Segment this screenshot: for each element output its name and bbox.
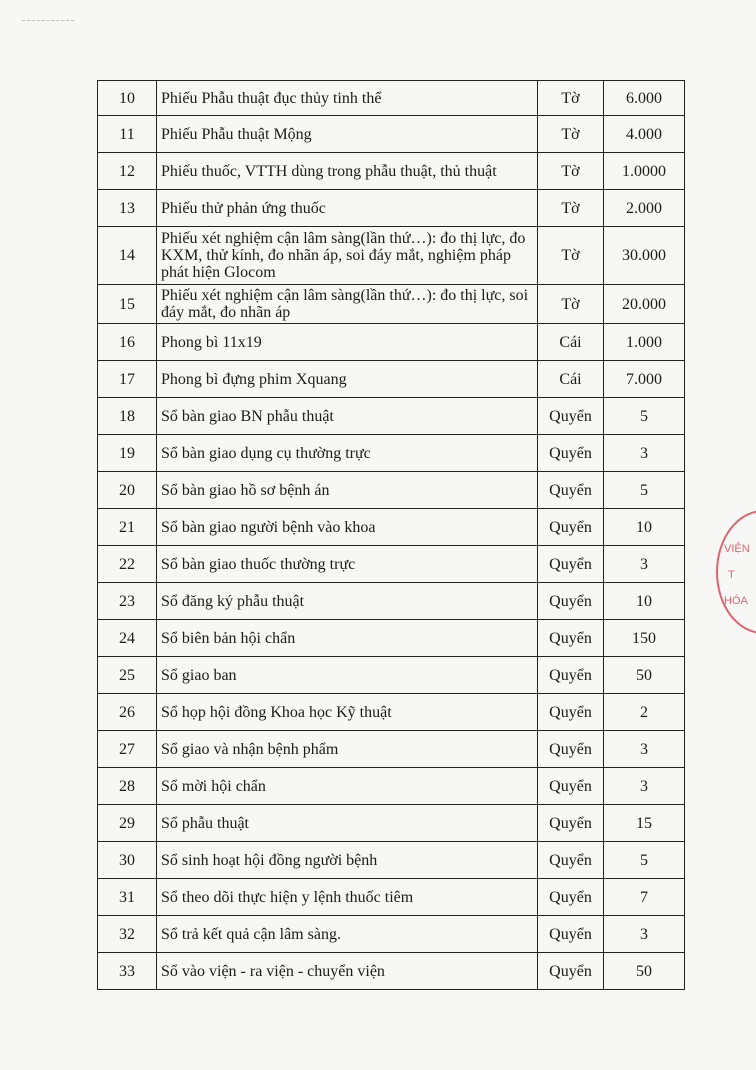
table-row xyxy=(98,731,685,768)
row-number: 18 xyxy=(98,398,157,435)
item-quantity: 7 xyxy=(604,879,685,916)
item-quantity: 3 xyxy=(604,916,685,953)
row-number: 13 xyxy=(98,190,157,227)
item-unit: Quyển xyxy=(538,472,604,509)
item-unit: Cái xyxy=(538,361,604,398)
item-unit: Quyển xyxy=(538,768,604,805)
item-quantity: 30.000 xyxy=(604,227,685,285)
item-quantity: 2 xyxy=(604,694,685,731)
item-quantity: 10 xyxy=(604,583,685,620)
item-quantity: 3 xyxy=(604,768,685,805)
item-name: Sổ vào viện - ra viện - chuyển viện xyxy=(157,953,538,990)
row-number: 28 xyxy=(98,768,157,805)
item-name: Sổ bàn giao thuốc thường trực xyxy=(157,546,538,583)
row-number: 27 xyxy=(98,731,157,768)
item-unit: Quyển xyxy=(538,583,604,620)
seal-line-2: T xyxy=(728,569,735,581)
row-number: 14 xyxy=(98,227,157,285)
item-name: Phong bì đựng phim Xquang xyxy=(157,361,538,398)
row-number: 16 xyxy=(98,324,157,361)
scan-mark xyxy=(22,20,74,29)
item-quantity: 4.000 xyxy=(604,116,685,153)
item-quantity: 150 xyxy=(604,620,685,657)
item-quantity: 50 xyxy=(604,657,685,694)
row-number: 30 xyxy=(98,842,157,879)
table-row xyxy=(98,361,685,398)
row-number: 25 xyxy=(98,657,157,694)
item-quantity: 15 xyxy=(604,805,685,842)
item-quantity: 1.0000 xyxy=(604,153,685,190)
table-row xyxy=(98,546,685,583)
item-name: Phiếu xét nghiệm cận lâm sàng(lần thứ…): đo thị lực, soi đáy mắt, đo nhãn áp xyxy=(157,285,538,324)
row-number: 26 xyxy=(98,694,157,731)
item-name: Phong bì 11x19 xyxy=(157,324,538,361)
seal-line-3: HÓA xyxy=(724,595,748,607)
table-row xyxy=(98,190,685,227)
item-unit: Quyển xyxy=(538,916,604,953)
item-quantity: 5 xyxy=(604,842,685,879)
table-row xyxy=(98,916,685,953)
item-unit: Tờ xyxy=(538,285,604,324)
item-name: Sổ giao và nhận bệnh phẩm xyxy=(157,731,538,768)
row-number: 22 xyxy=(98,546,157,583)
row-number: 33 xyxy=(98,953,157,990)
row-number: 12 xyxy=(98,153,157,190)
item-unit: Quyển xyxy=(538,657,604,694)
item-quantity: 2.000 xyxy=(604,190,685,227)
item-unit: Quyển xyxy=(538,805,604,842)
table-row xyxy=(98,285,685,324)
item-unit: Quyển xyxy=(538,694,604,731)
table-row xyxy=(98,435,685,472)
item-name: Phiếu thử phản ứng thuốc xyxy=(157,190,538,227)
item-name: Sổ bàn giao dụng cụ thường trực xyxy=(157,435,538,472)
item-unit: Quyển xyxy=(538,879,604,916)
item-name: Sổ bàn giao người bệnh vào khoa xyxy=(157,509,538,546)
item-name: Sổ bàn giao BN phẫu thuật xyxy=(157,398,538,435)
table-row xyxy=(98,805,685,842)
item-quantity: 6.000 xyxy=(604,81,685,116)
item-unit: Quyển xyxy=(538,435,604,472)
item-unit: Quyển xyxy=(538,953,604,990)
item-unit: Tờ xyxy=(538,227,604,285)
item-name: Sổ theo dõi thực hiện y lệnh thuốc tiêm xyxy=(157,879,538,916)
item-name: Sổ trả kết quả cận lâm sàng. xyxy=(157,916,538,953)
item-name: Phiếu Phẫu thuật đục thủy tinh thể xyxy=(157,81,538,116)
item-unit: Tờ xyxy=(538,116,604,153)
item-quantity: 50 xyxy=(604,953,685,990)
item-quantity: 3 xyxy=(604,731,685,768)
item-name: Sổ giao ban xyxy=(157,657,538,694)
table-row xyxy=(98,842,685,879)
item-unit: Quyển xyxy=(538,731,604,768)
item-name: Phiếu thuốc, VTTH dùng trong phẫu thuật, thủ thuật xyxy=(157,153,538,190)
row-number: 19 xyxy=(98,435,157,472)
item-unit: Quyển xyxy=(538,620,604,657)
table-body xyxy=(98,81,685,990)
table-row xyxy=(98,583,685,620)
item-name: Sổ họp hội đồng Khoa học Kỹ thuật xyxy=(157,694,538,731)
row-number: 17 xyxy=(98,361,157,398)
item-name: Sổ sinh hoạt hội đồng người bệnh xyxy=(157,842,538,879)
row-number: 32 xyxy=(98,916,157,953)
item-unit: Quyển xyxy=(538,842,604,879)
item-name: Sổ bàn giao hồ sơ bệnh án xyxy=(157,472,538,509)
item-name: Phiếu xét nghiệm cận lâm sàng(lần thứ…): đo thị lực, đo KXM, thử kính, đo nhãn áp, soi đáy mắt, nghiệm pháp phát hiện Glocom xyxy=(157,227,538,285)
item-quantity: 1.000 xyxy=(604,324,685,361)
item-name: Sổ biên bản hội chẩn xyxy=(157,620,538,657)
table-row xyxy=(98,324,685,361)
item-quantity: 3 xyxy=(604,546,685,583)
table-row xyxy=(98,81,685,116)
item-unit: Quyển xyxy=(538,546,604,583)
table-row xyxy=(98,116,685,153)
row-number: 20 xyxy=(98,472,157,509)
row-number: 24 xyxy=(98,620,157,657)
item-quantity: 5 xyxy=(604,472,685,509)
item-quantity: 10 xyxy=(604,509,685,546)
table-row xyxy=(98,879,685,916)
row-number: 29 xyxy=(98,805,157,842)
item-quantity: 7.000 xyxy=(604,361,685,398)
row-number: 23 xyxy=(98,583,157,620)
table-row xyxy=(98,953,685,990)
table-row xyxy=(98,472,685,509)
item-name: Sổ đăng ký phẫu thuật xyxy=(157,583,538,620)
table-row xyxy=(98,620,685,657)
item-unit: Tờ xyxy=(538,190,604,227)
table-row xyxy=(98,153,685,190)
seal-line-1: VIỆN xyxy=(724,543,750,555)
item-unit: Quyển xyxy=(538,509,604,546)
item-quantity: 3 xyxy=(604,435,685,472)
item-unit: Tờ xyxy=(538,81,604,116)
row-number: 10 xyxy=(98,81,157,116)
row-number: 11 xyxy=(98,116,157,153)
row-number: 31 xyxy=(98,879,157,916)
table-row xyxy=(98,509,685,546)
table-row xyxy=(98,227,685,285)
item-name: Sổ mời hội chẩn xyxy=(157,768,538,805)
item-quantity: 5 xyxy=(604,398,685,435)
item-unit: Cái xyxy=(538,324,604,361)
table-row xyxy=(98,694,685,731)
table-row xyxy=(98,768,685,805)
item-unit: Quyển xyxy=(538,398,604,435)
red-seal-stamp xyxy=(716,510,756,634)
item-name: Phiếu Phẫu thuật Mộng xyxy=(157,116,538,153)
row-number: 21 xyxy=(98,509,157,546)
item-unit: Tờ xyxy=(538,153,604,190)
table-row xyxy=(98,398,685,435)
item-name: Sổ phẫu thuật xyxy=(157,805,538,842)
table-row xyxy=(98,657,685,694)
supplies-table xyxy=(97,80,685,990)
item-quantity: 20.000 xyxy=(604,285,685,324)
row-number: 15 xyxy=(98,285,157,324)
